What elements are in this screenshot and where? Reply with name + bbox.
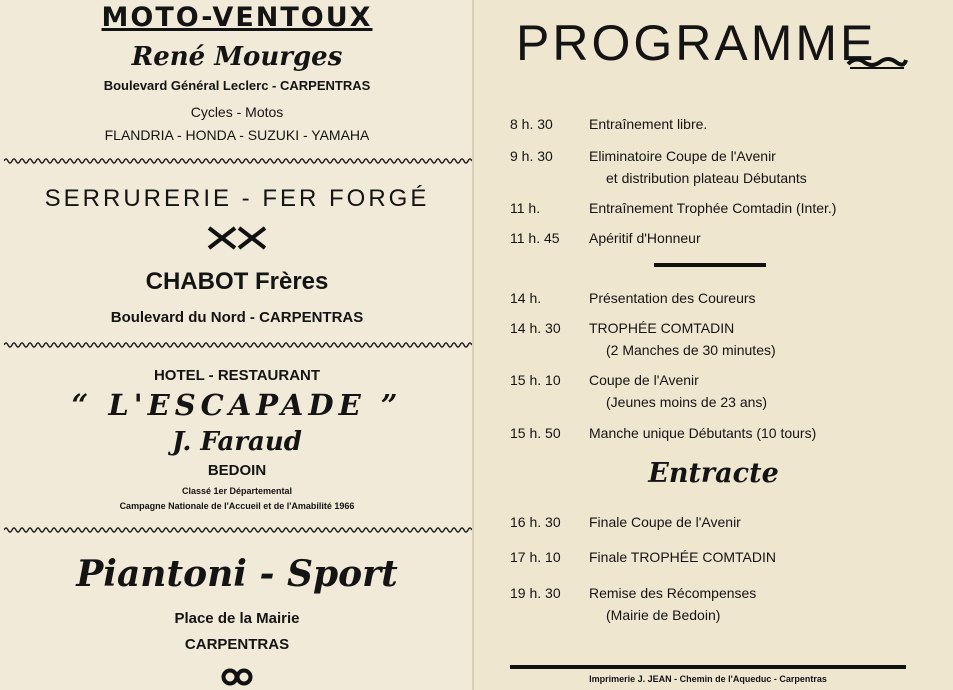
piantoni-name: Piantoni - Sport xyxy=(76,553,398,595)
schedule-desc: Entraînement libre. xyxy=(589,116,708,132)
programme-title: PROGRAMME xyxy=(516,15,877,71)
schedule-desc-2: et distribution plateau Débutants xyxy=(606,170,807,186)
escapade-name: “ L'ESCAPADE ” xyxy=(71,388,403,422)
chabot-name: CHABOT Frères xyxy=(145,268,329,295)
schedule-time: 16 h. 30 xyxy=(510,514,561,530)
hotel-classe: Classé 1er Départemental xyxy=(181,486,293,496)
printer-credit: Imprimerie J. JEAN - Chemin de l'Aqueduc - Carpentras xyxy=(589,674,827,684)
schedule-row xyxy=(474,425,953,447)
schedule-time: 14 h. 30 xyxy=(510,320,561,336)
schedule-time: 19 h. 30 xyxy=(510,585,561,601)
chabot-address: Boulevard du Nord - CARPENTRAS xyxy=(110,309,364,326)
schedule-desc: TROPHÉE COMTADIN xyxy=(589,320,735,336)
section-rule xyxy=(654,263,766,267)
advertisement-page xyxy=(0,0,474,690)
moto-line-cycles: Cycles - Motos xyxy=(190,104,284,120)
hotel-restaurant-line: HOTEL - RESTAURANT xyxy=(153,367,321,384)
schedule-row xyxy=(474,200,953,222)
schedule-row xyxy=(474,290,953,312)
schedule-desc: Entraînement Trophée Comtadin (Inter.) xyxy=(589,200,837,216)
moto-ventoux-title: MOTO-VENTOUX xyxy=(101,2,373,33)
moto-address: Boulevard Général Leclerc - CARPENTRAS xyxy=(103,78,371,93)
moto-owner: René Mourges xyxy=(131,42,343,72)
schedule-row xyxy=(474,116,953,138)
schedule-time: 9 h. 30 xyxy=(510,148,553,164)
piantoni-address: Place de la Mairie xyxy=(174,610,300,627)
hotel-campagne: Campagne Nationale de l'Accueil et de l'Amabilité 1966 xyxy=(119,501,355,511)
wavy-divider xyxy=(4,157,472,165)
schedule-desc-2: (Mairie de Bedoin) xyxy=(606,607,721,623)
serrurerie-title: SERRURERIE - FER FORGÉ xyxy=(44,185,430,212)
schedule-row xyxy=(474,230,953,252)
programme-page xyxy=(474,0,953,690)
schedule-desc: Coupe de l'Avenir xyxy=(589,372,699,388)
crossed-ornament-icon xyxy=(207,226,267,250)
wavy-divider xyxy=(4,526,472,534)
schedule-row xyxy=(474,549,953,571)
hotel-city: BEDOIN xyxy=(207,462,267,479)
schedule-time: 11 h. 45 xyxy=(510,230,560,246)
moto-line-brands: FLANDRIA - HONDA - SUZUKI - YAMAHA xyxy=(104,127,370,143)
schedule-desc: Finale Coupe de l'Avenir xyxy=(589,514,741,530)
schedule-desc: Présentation des Coureurs xyxy=(589,290,756,306)
schedule-desc: Finale TROPHÉE COMTADIN xyxy=(589,549,776,565)
schedule-desc: Manche unique Débutants (10 tours) xyxy=(589,425,817,441)
schedule-row xyxy=(474,320,953,358)
schedule-desc: Remise des Récompenses xyxy=(589,585,757,601)
footer-rule xyxy=(510,665,906,669)
schedule-time: 15 h. 50 xyxy=(510,425,561,441)
schedule-row xyxy=(474,148,953,186)
schedule-time: 8 h. 30 xyxy=(510,116,553,132)
schedule-time: 11 h. xyxy=(510,200,541,216)
schedule-desc-2: (2 Manches de 30 minutes) xyxy=(606,342,776,358)
wave-flourish-icon xyxy=(846,52,908,70)
schedule-desc: Eliminatoire Coupe de l'Avenir xyxy=(589,148,776,164)
entracte-heading: Entracte xyxy=(648,458,779,489)
wavy-divider xyxy=(4,341,472,349)
double-ring-ornament-icon xyxy=(220,667,254,687)
schedule-row xyxy=(474,514,953,536)
schedule-row xyxy=(474,585,953,623)
schedule-time: 15 h. 10 xyxy=(510,372,561,388)
schedule-time: 17 h. 10 xyxy=(510,549,561,565)
schedule-time: 14 h. xyxy=(510,290,542,306)
schedule-desc-2: (Jeunes moins de 23 ans) xyxy=(606,394,768,410)
piantoni-city: CARPENTRAS xyxy=(184,636,290,653)
schedule-row xyxy=(474,372,953,410)
hotel-owner: J. Faraud xyxy=(172,427,302,457)
schedule-desc: Apéritif d'Honneur xyxy=(589,230,701,246)
